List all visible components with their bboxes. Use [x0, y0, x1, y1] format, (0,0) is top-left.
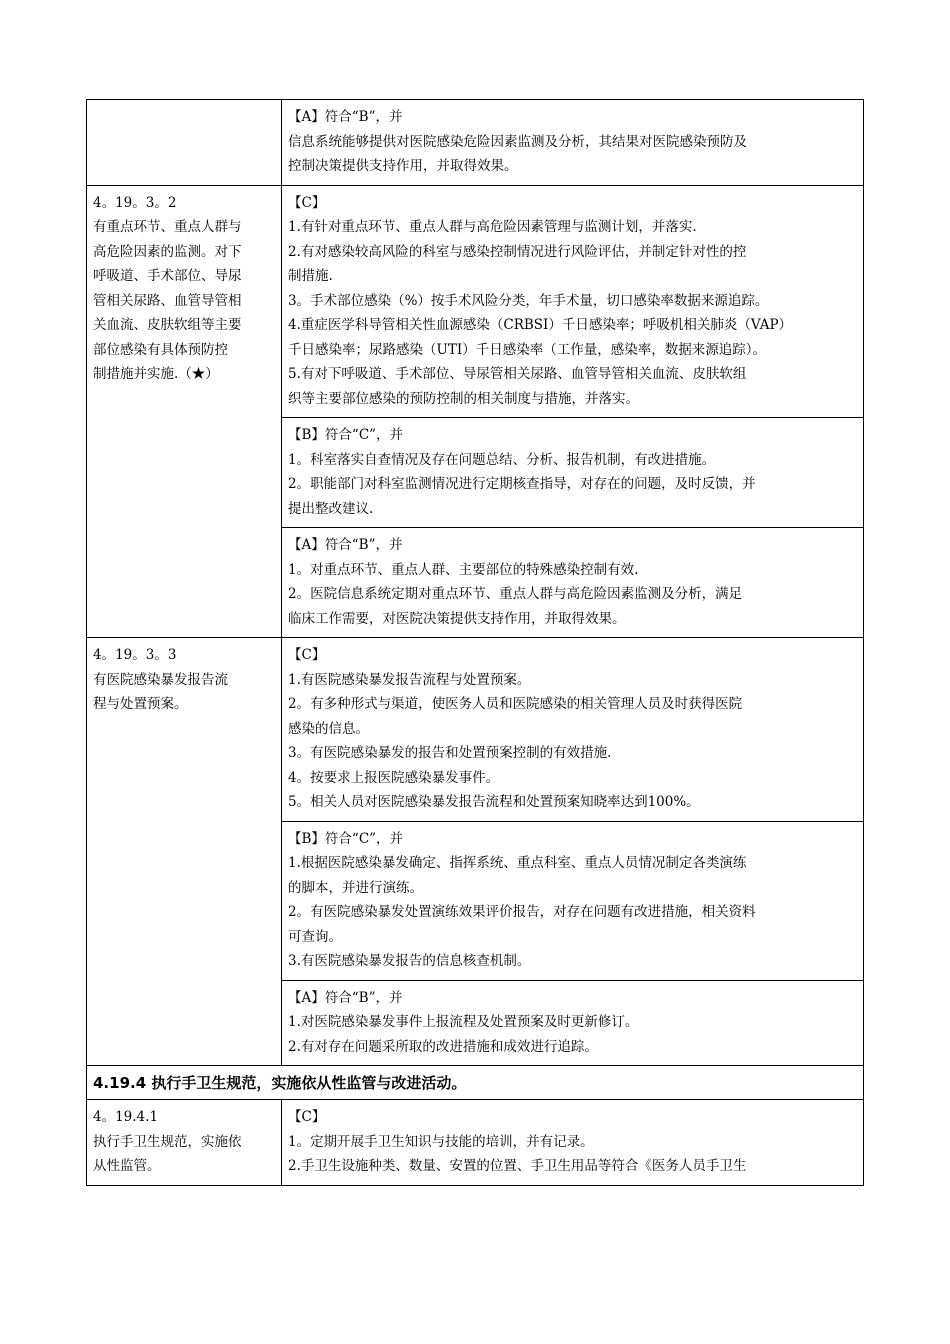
item-text-line: 有重点环节、重点人群与	[93, 219, 242, 235]
criteria-line: 提出整改建议.	[288, 500, 374, 517]
criteria-line: 2。有医院感染暴发处置演练效果评价报告，对存在问题有改进措施，相关资料	[288, 904, 756, 920]
item-cell-empty	[87, 100, 282, 186]
grade-a-heading: 【A】符合“B”，并	[288, 109, 403, 125]
criteria-b-cell	[282, 418, 864, 528]
criteria-a-cell	[282, 100, 864, 186]
section-heading-4-19-4: 4.19.4 执行手卫生规范，实施依从性监管与改进活动。	[87, 1066, 864, 1100]
criteria-line: 2。医院信息系统定期对重点环节、重点人群与高危险因素监测及分析，满足	[288, 586, 743, 602]
grade-c-heading: 【C】	[288, 647, 326, 663]
item-number: 4。19。3。3	[93, 647, 177, 663]
criteria-line: 控制决策提供支持作用，并取得效果。	[288, 158, 518, 174]
criteria-line: 2.有对存在问题采所取的改进措施和成效进行追踪。	[288, 1038, 598, 1055]
criteria-line: 1.对医院感染暴发事件上报流程及处置预案及时更新修订。	[288, 1014, 639, 1030]
criteria-line: 5.有对下呼吸道、手术部位、导尿管相关尿路、血管导管相关血流、皮肤软组	[288, 366, 747, 382]
criteria-line: 制措施.	[288, 268, 333, 284]
criteria-line: 千日感染率；尿路感染（UTI）千日感染率（工作量，感染率，数据来源追踪）。	[288, 341, 766, 358]
item-number: 4。19.4.1	[93, 1109, 159, 1125]
table-row	[87, 1100, 864, 1186]
criteria-line: 可查询。	[288, 928, 342, 945]
criteria-line: 1。对重点环节、重点人群、主要部位的特殊感染控制有效.	[288, 561, 639, 578]
criteria-a-cell	[282, 980, 864, 1066]
criteria-b-cell	[282, 821, 864, 980]
criteria-c-cell	[282, 1100, 864, 1186]
grade-b-heading: 【B】符合“C”，并	[288, 427, 404, 443]
criteria-line: 2。有多种形式与渠道，使医务人员和医院感染的相关管理人员及时获得医院	[288, 696, 743, 712]
criteria-line: 1.根据医院感染暴发确定、指挥系统、重点科室、重点人员情况制定各类演练	[288, 855, 747, 871]
item-4-19-4-1-cell	[87, 1100, 282, 1186]
table-row	[87, 100, 864, 186]
grade-a-heading: 【A】符合“B”，并	[288, 537, 403, 553]
criteria-line: 2.有对感染较高风险的科室与感染控制情况进行风险评估，并制定针对性的控	[288, 243, 747, 260]
grade-c-heading: 【C】	[288, 194, 326, 211]
item-text-line: 部位感染有具体预防控	[93, 341, 228, 358]
item-text-line: 执行手卫生规范，实施依	[93, 1133, 242, 1150]
item-text-line: 从性监管。	[93, 1158, 161, 1174]
criteria-line: 1。定期开展手卫生知识与技能的培训，并有记录。	[288, 1133, 594, 1150]
criteria-line: 1.有医院感染暴发报告流程与处置预案。	[288, 671, 531, 688]
table-row	[87, 185, 864, 418]
criteria-line: 2。职能部门对科室监测情况进行定期核查指导，对存在的问题，及时反馈，并	[288, 476, 756, 492]
criteria-line: 3。手术部位感染（%）按手术风险分类，年手术量，切口感染率数据来源追踪。	[288, 292, 769, 309]
item-text-line: 呼吸道、手术部位、导尿	[93, 268, 242, 284]
item-text-line: 关血流、皮肤软组等主要	[93, 317, 242, 333]
criteria-line: 2.手卫生设施种类、数量、安置的位置、手卫生用品等符合《医务人员手卫生	[288, 1158, 747, 1174]
criteria-line: 5。相关人员对医院感染暴发报告流程和处置预案知晓率达到100%。	[288, 794, 700, 810]
grade-a-heading: 【A】符合“B”，并	[288, 989, 403, 1006]
criteria-line: 的脚本，并进行演练。	[288, 879, 423, 896]
criteria-c-cell	[282, 185, 864, 418]
criteria-line: 1。科室落实自查情况及存在问题总结、分析、报告机制，有改进措施。	[288, 451, 716, 468]
criteria-line: 感染的信息。	[288, 720, 369, 737]
table-row	[87, 1066, 864, 1100]
item-4-19-3-3-cell	[87, 638, 282, 1066]
grade-c-heading: 【C】	[288, 1109, 326, 1125]
criteria-line: 4。按要求上报医院感染暴发事件。	[288, 769, 500, 786]
criteria-line: 3。有医院感染暴发的报告和处置预案控制的有效措施.	[288, 745, 612, 761]
criteria-c-cell	[282, 638, 864, 822]
table-row	[87, 638, 864, 822]
item-text-line: 制措施并实施.（★）	[93, 366, 219, 382]
item-4-19-3-2-cell	[87, 185, 282, 638]
item-text-line: 有医院感染暴发报告流	[93, 671, 228, 688]
item-number: 4。19。3。2	[93, 194, 177, 211]
criteria-line: 4.重症医学科导管相关性血源感染（CRBSI）千日感染率；呼吸机相关肺炎（VAP）	[288, 317, 793, 333]
criteria-line: 信息系统能够提供对医院感染危险因素监测及分析，其结果对医院感染预防及	[288, 133, 747, 150]
item-text-line: 高危险因素的监测。对下	[93, 243, 242, 260]
standards-table	[86, 99, 864, 1186]
criteria-line: 织等主要部位感染的预防控制的相关制度与措施，并落实。	[288, 390, 639, 407]
criteria-line: 临床工作需要，对医院决策提供支持作用，并取得效果。	[288, 610, 626, 627]
criteria-line: 1.有针对重点环节、重点人群与高危险因素管理与监测计划，并落实.	[288, 219, 697, 235]
item-text-line: 管相关尿路、血管导管相	[93, 292, 242, 309]
criteria-line: 3.有医院感染暴发报告的信息核查机制。	[288, 953, 531, 969]
item-text-line: 程与处置预案。	[93, 696, 188, 712]
criteria-a-cell	[282, 528, 864, 638]
grade-b-heading: 【B】符合“C”，并	[288, 830, 404, 847]
